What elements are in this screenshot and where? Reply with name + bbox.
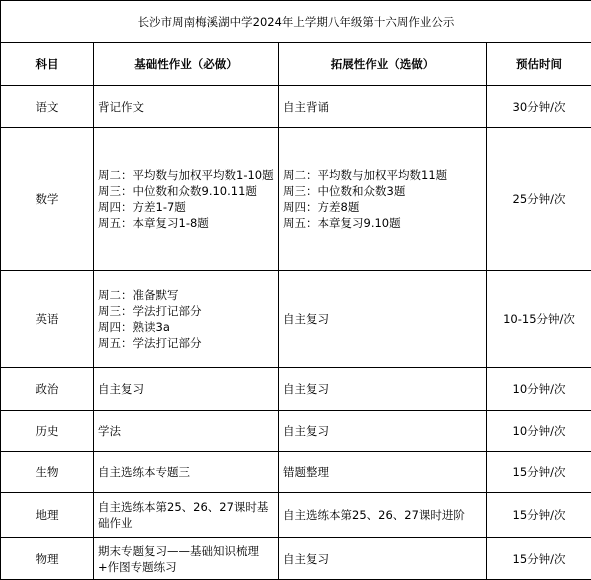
subject-cell: 语文 [1, 86, 94, 128]
extended-cell: 自主复习 [279, 368, 487, 411]
basic-cell: 自主选练本专题三 [94, 452, 279, 493]
table-row [1, 128, 591, 271]
time-cell: 15分钟/次 [487, 538, 591, 580]
time-cell: 10分钟/次 [487, 411, 591, 452]
extended-cell: 自主背诵 [279, 86, 487, 128]
table-row [1, 452, 591, 493]
time-cell: 25分钟/次 [487, 128, 591, 271]
extended-cell: 自主复习 [279, 411, 487, 452]
time-cell: 10分钟/次 [487, 368, 591, 411]
extended-cell: 自主选练本第25、26、27课时进阶 [279, 493, 487, 538]
subject-cell: 英语 [1, 271, 94, 368]
basic-cell: 自主复习 [94, 368, 279, 411]
subject-cell: 地理 [1, 493, 94, 538]
table-row [1, 493, 591, 538]
table-row [1, 411, 591, 452]
subject-cell: 物理 [1, 538, 94, 580]
subject-cell: 生物 [1, 452, 94, 493]
header-subject: 科目 [1, 43, 94, 86]
header-row [1, 43, 591, 86]
basic-cell: 背记作文 [94, 86, 279, 128]
basic-cell: 期末专题复习——基础知识梳理+作图专题练习 [94, 538, 279, 580]
extended-cell: 错题整理 [279, 452, 487, 493]
time-cell: 10-15分钟/次 [487, 271, 591, 368]
header-basic: 基础性作业（必做） [94, 43, 279, 86]
table-row [1, 86, 591, 128]
header-time: 预估时间 [487, 43, 591, 86]
subject-cell: 政治 [1, 368, 94, 411]
subject-cell: 数学 [1, 128, 94, 271]
extended-cell: 自主复习 [279, 538, 487, 580]
subject-cell: 历史 [1, 411, 94, 452]
table-row [1, 538, 591, 580]
page-title: 长沙市周南梅溪湖中学2024年上学期八年级第十六周作业公示 [1, 1, 591, 43]
basic-cell: 周二：平均数与加权平均数1-10题 周三：中位数和众数9.10.11题 周四：方差1-7题 周五：本章复习1-8题 [94, 128, 279, 271]
basic-cell: 学法 [94, 411, 279, 452]
basic-cell: 周二：准备默写 周三：学法打记部分 周四：熟读3a 周五：学法打记部分 [94, 271, 279, 368]
basic-cell: 自主选练本第25、26、27课时基础作业 [94, 493, 279, 538]
extended-cell: 自主复习 [279, 271, 487, 368]
header-extended: 拓展性作业（选做） [279, 43, 487, 86]
table-row [1, 271, 591, 368]
time-cell: 30分钟/次 [487, 86, 591, 128]
title-row [1, 1, 591, 43]
extended-cell: 周二：平均数与加权平均数11题 周三：中位数和众数3题 周四：方差8题 周五：本章复习9.10题 [279, 128, 487, 271]
time-cell: 15分钟/次 [487, 452, 591, 493]
table-row [1, 368, 591, 411]
time-cell: 15分钟/次 [487, 493, 591, 538]
